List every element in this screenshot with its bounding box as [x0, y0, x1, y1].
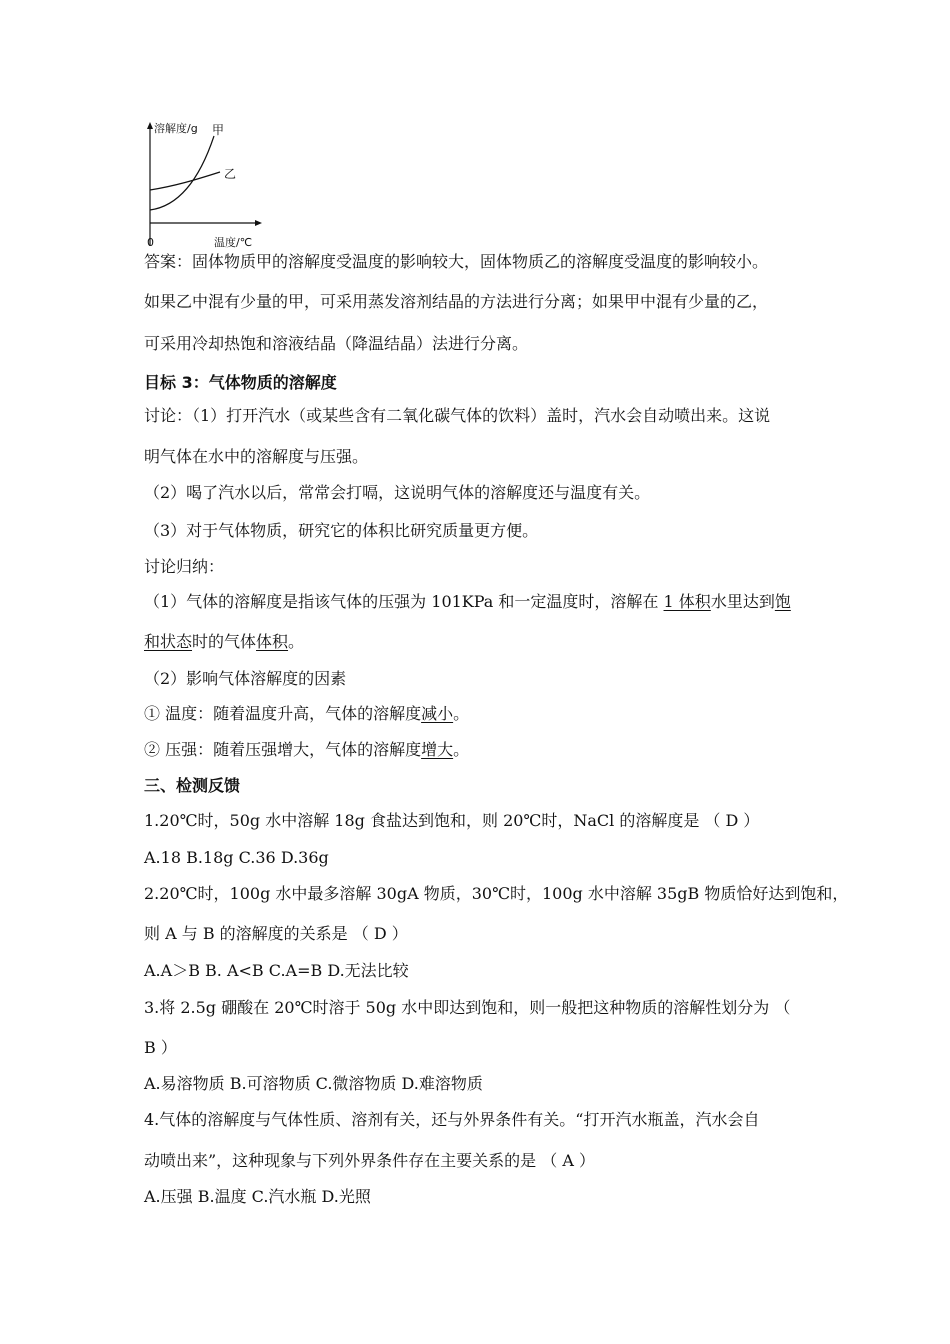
- summary-1-cont-end: 。: [288, 632, 305, 651]
- summary-2: （2）影响气体溶解度的因素: [144, 669, 347, 688]
- blank-increase: 增大: [421, 740, 454, 759]
- curve-jia: [150, 136, 214, 210]
- section3-heading: 三、检测反馈: [144, 776, 241, 795]
- factor-pressure: [144, 740, 469, 760]
- factor-temperature: [144, 704, 469, 724]
- blank-gas-volume: 体积: [256, 632, 289, 651]
- summary-1-cont-mid: 时的气体: [192, 632, 257, 651]
- factor-pressure-end: 。: [453, 740, 470, 759]
- x-axis-arrow: [255, 220, 262, 226]
- answer-line-1: 答案：固体物质甲的溶解度受温度的影响较大，固体物质乙的溶解度受温度的影响较小。: [144, 252, 769, 271]
- question-3-options: A.易溶物质 B.可溶物质 C.微溶物质 D.难溶物质: [144, 1074, 483, 1093]
- factor-temperature-end: 。: [453, 704, 470, 723]
- question-3: 3.将 2.5g 硼酸在 20℃时溶于 50g 水中即达到饱和，则一般把这种物质的溶解性划分为 （: [144, 998, 791, 1017]
- curve-jia-label: 甲: [212, 123, 225, 137]
- summary-1: [144, 592, 791, 612]
- question-1: 1.20℃时，50g 水中溶解 18g 食盐达到饱和，则 20℃时，NaCl 的溶解度是 （ D ）: [144, 811, 760, 830]
- answer-line-3: 可采用冷却热饱和溶液结晶（降温结晶）法进行分离。: [144, 334, 529, 353]
- question-2-options: A.A＞B B. A<B C.A=B D.无法比较: [144, 961, 409, 980]
- y-axis-label: 溶解度/g: [154, 122, 198, 135]
- summary-1-text: （1）气体的溶解度是指该气体的压强为 101KPa 和一定温度时，溶解在: [144, 592, 664, 611]
- question-3-cont: B ）: [144, 1038, 177, 1057]
- x-axis-label: 温度/℃: [214, 236, 253, 249]
- curve-yi-label: 乙: [224, 167, 237, 181]
- curve-yi: [150, 172, 220, 190]
- question-2: 2.20℃时，100g 水中最多溶解 30gA 物质，30℃时，100g 水中溶解 35gB 物质恰好达到饱和，: [144, 884, 849, 903]
- blank-decrease: 减小: [421, 704, 454, 723]
- question-4: 4.气体的溶解度与气体性质、溶剂有关，还与外界条件有关。“打开汽水瓶盖，汽水会自: [144, 1110, 760, 1129]
- answer-line-2: 如果乙中混有少量的甲，可采用蒸发溶剂结晶的方法进行分离；如果甲中混有少量的乙，: [144, 292, 769, 311]
- summary-heading: 讨论归纳：: [144, 557, 225, 576]
- goal3-heading: 目标 3：气体物质的溶解度: [144, 373, 337, 392]
- origin-label: 0: [147, 236, 154, 249]
- question-4-cont: 动喷出来”，这种现象与下列外界条件存在主要关系的是 （ A ）: [144, 1151, 595, 1170]
- discussion-1: 讨论：（1）打开汽水（或某些含有二氧化碳气体的饮料）盖时，汽水会自动喷出来。这说: [144, 406, 771, 425]
- factor-temperature-text: ① 温度：随着温度升高，气体的溶解度: [144, 704, 422, 723]
- blank-saturated-2: 和状态: [144, 632, 193, 651]
- summary-1-cont: [144, 632, 304, 652]
- question-4-options: A.压强 B.温度 C.汽水瓶 D.光照: [144, 1187, 371, 1206]
- y-axis-arrow: [147, 122, 153, 129]
- summary-1-mid: 水里达到: [710, 592, 775, 611]
- factor-pressure-text: ② 压强：随着压强增大，气体的溶解度: [144, 740, 422, 759]
- discussion-2: （2）喝了汽水以后，常常会打嗝，这说明气体的溶解度还与温度有关。: [144, 483, 651, 502]
- solubility-curve-figure: [140, 118, 270, 252]
- question-1-options: A.18 B.18g C.36 D.36g: [144, 848, 329, 867]
- blank-saturated-1: 饱: [774, 592, 791, 611]
- discussion-3: （3）对于气体物质，研究它的体积比研究质量更方便。: [144, 521, 539, 540]
- discussion-1-cont: 明气体在水中的溶解度与压强。: [144, 447, 369, 466]
- blank-volume: 1 体积: [663, 592, 711, 611]
- question-2-cont: 则 A 与 B 的溶解度的关系是 （ D ）: [144, 924, 408, 943]
